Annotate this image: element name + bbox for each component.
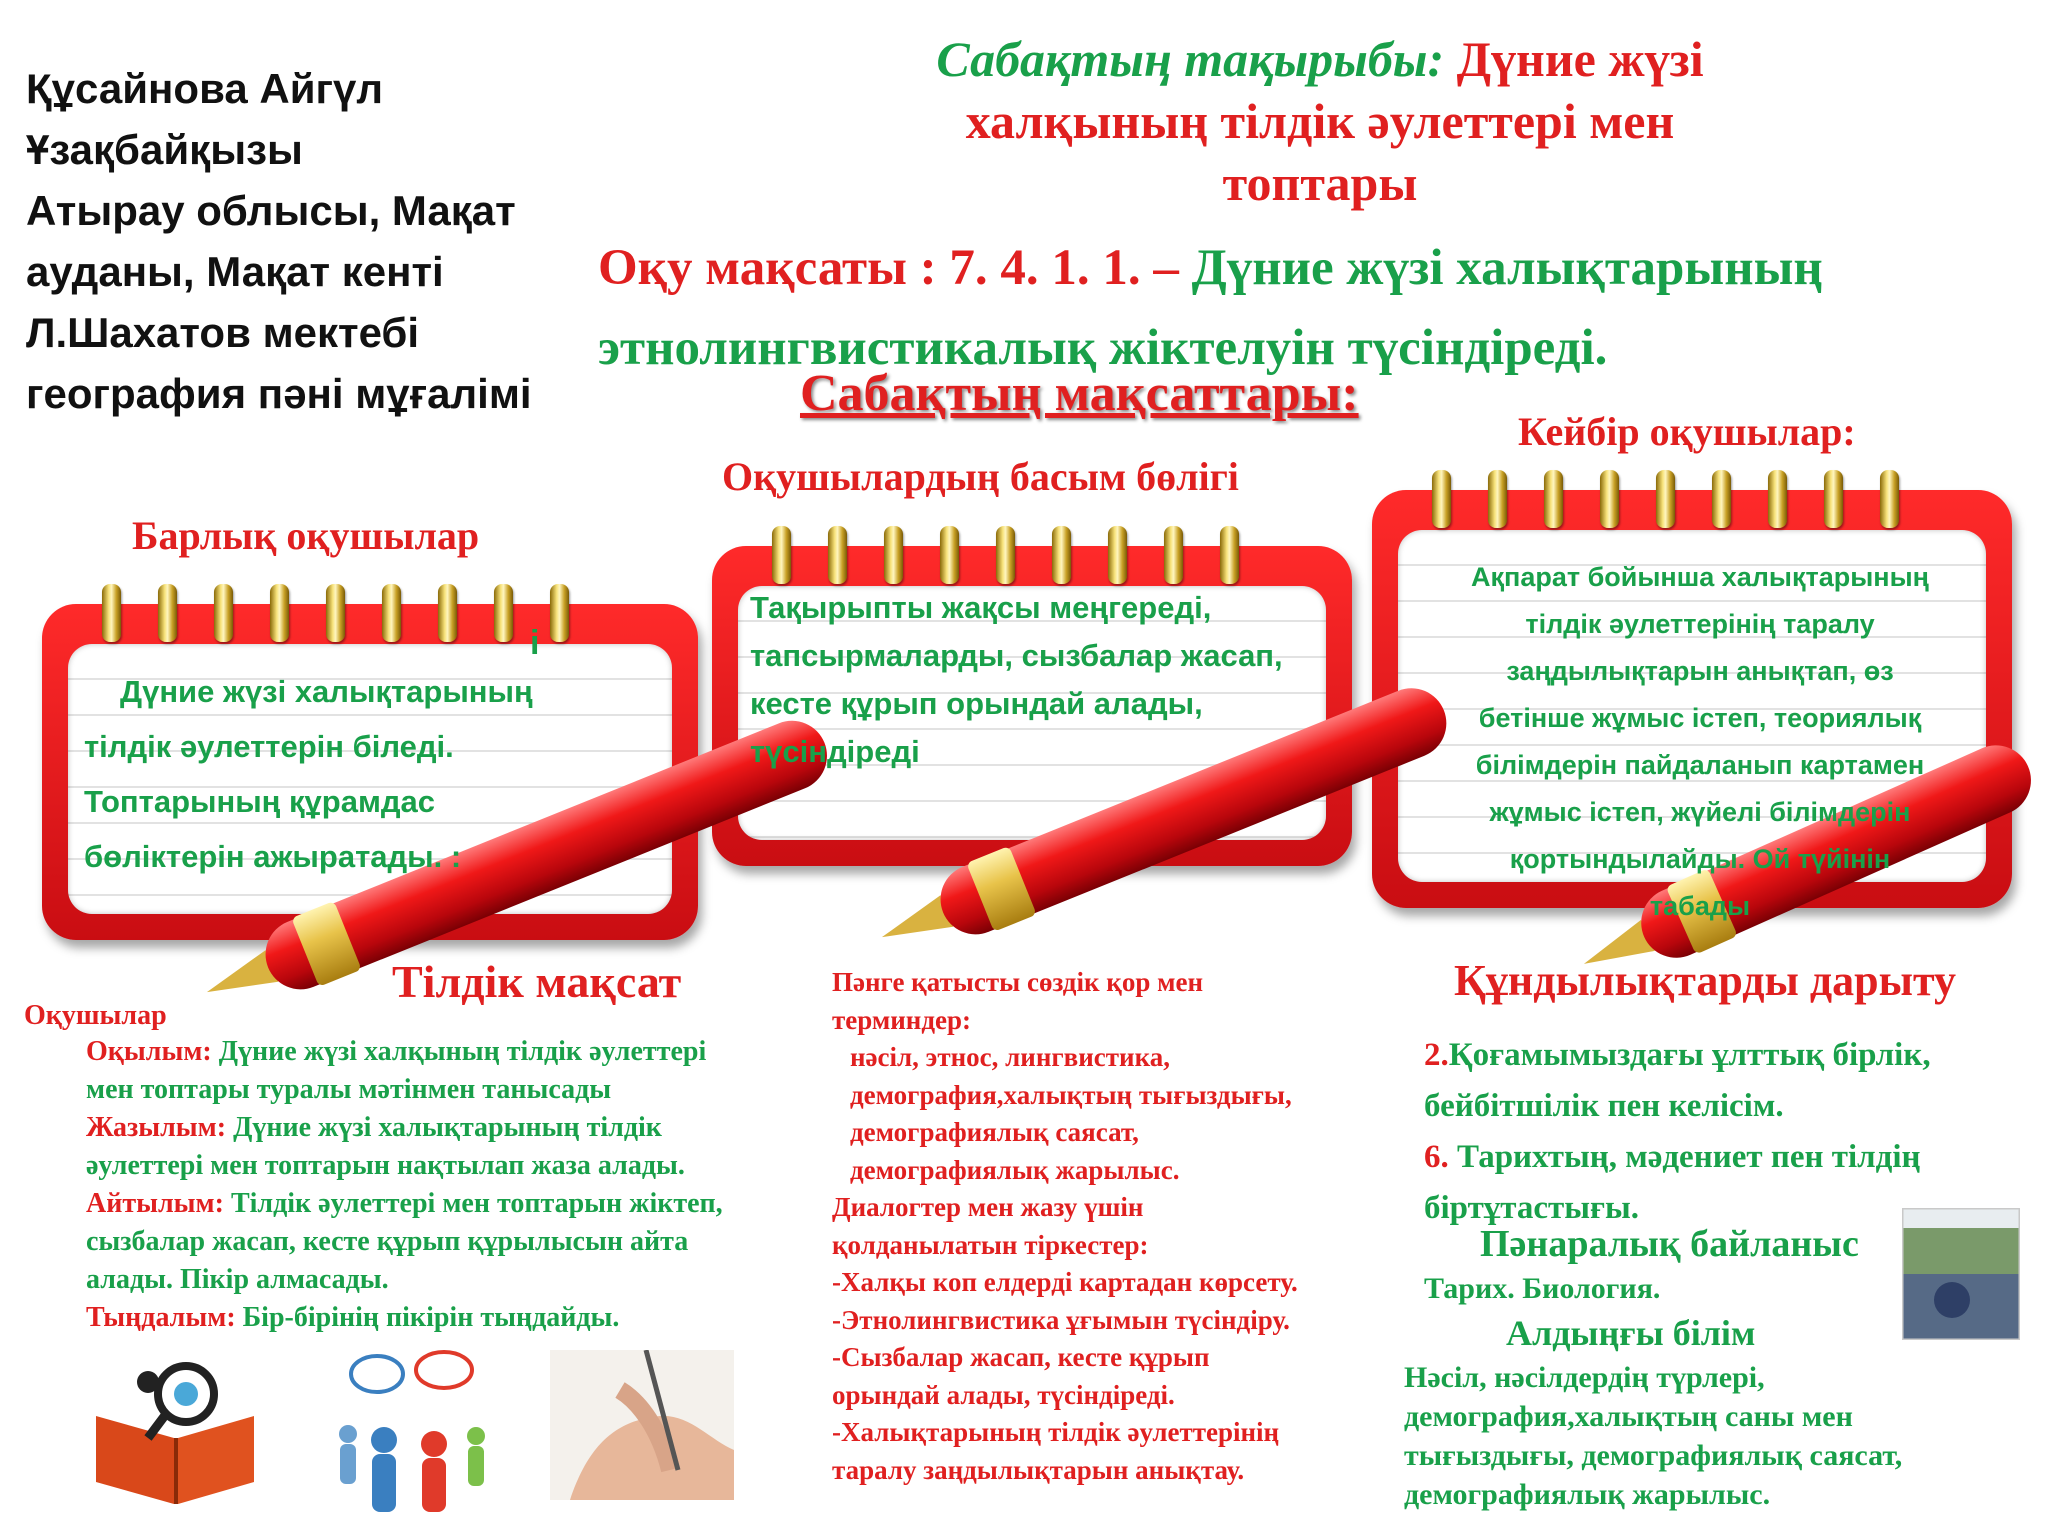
author-block (26, 58, 606, 424)
skill-text: Бір-бірінің пікірін тыңдайды. (235, 1302, 620, 1333)
some-pupils-objectives (1430, 554, 1970, 930)
vocabulary-block (832, 964, 1392, 1489)
interdisciplinary-text: Тарих. Биология. (1424, 1272, 1661, 1305)
prior-knowledge-line: тығыздығы, демографиялық саясат, (1404, 1439, 1903, 1472)
lesson-topic-label: Сабақтың тақырыбы: (936, 31, 1445, 87)
objective-line: Ақпарат бойынша халықтарының (1471, 562, 1929, 592)
objective-line: бөліктерін ажыратады. : (84, 839, 462, 874)
objective-line: заңдылықтарын анықтап, өз (1506, 656, 1894, 686)
skill-text: сызбалар жасап, кесте құрып құрылысын айта (86, 1226, 689, 1257)
vocabulary-term: демография,халықтың тығыздығы, (850, 1079, 1292, 1110)
phrase: -Этнолингвистика ұғымын түсіндіру. (832, 1304, 1290, 1335)
objective-line: бетінше жұмыс істеп, теориялық (1478, 703, 1922, 733)
value-number: 6. (1424, 1139, 1449, 1175)
skill-text: Тілдік әулеттері мен топтарын жіктеп, (223, 1188, 723, 1219)
objective-line: тілдік әулеттерінің таралу (1525, 609, 1875, 639)
objective-line: Дүние жүзі халықтарының (120, 674, 533, 709)
skill-text: алады. Пікір алмасады. (86, 1264, 389, 1295)
phrase: -Сызбалар жасап, кесте құрып (832, 1342, 1210, 1372)
value-text: Тарихтың, мәдениет пен тілдің (1448, 1139, 1921, 1175)
objective-line: Тақырыпты жақсы меңгереді, (750, 590, 1212, 625)
some-pupils-heading: Кейбір оқушылар: (1518, 409, 1856, 454)
objectives-title: Сабақтың мақсаттары: (800, 365, 1359, 422)
skill-key: Оқылым: (86, 1036, 212, 1067)
vocabulary-term: демографиялық саясат, (850, 1117, 1139, 1147)
prior-knowledge-title: Алдыңғы білім (1506, 1313, 1756, 1353)
notebook-rings (772, 526, 1239, 584)
skill-text: Дүние жүзі халықтарының тілдік (226, 1112, 662, 1143)
stray-letter: і (530, 624, 540, 662)
skill-key: Тыңдалым: (86, 1302, 236, 1333)
phrase: -Халқы коп елдерді картадан көрсету. (832, 1267, 1298, 1297)
value-number: 2. (1424, 1037, 1449, 1073)
prior-knowledge-line: демографиялық жарылыс. (1404, 1478, 1771, 1511)
objective-line: білімдерін пайдаланып картамен (1475, 750, 1925, 780)
all-pupils-heading: Барлық оқушылар (132, 513, 480, 558)
author-line: Ұзақбайқызы (26, 126, 303, 173)
vocabulary-term: демографиялық жарылыс. (850, 1154, 1180, 1185)
language-aim-title: Тілдік мақсат (392, 956, 682, 1007)
all-pupils-objectives (84, 664, 664, 884)
vocabulary-title: терминдер: (832, 1004, 972, 1035)
lesson-topic-text: халқының тілдік әулеттері мен (965, 93, 1675, 149)
skill-key: Айтылым: (86, 1188, 224, 1219)
phrase: -Халықтарының тілдік әулеттерінің (832, 1417, 1280, 1447)
value-text: біртұтастығы. (1424, 1190, 1640, 1226)
objective-line: қортындылайды. Ой түйінін (1509, 844, 1891, 874)
landscape-photo-image (1902, 1208, 2020, 1340)
objective-line: тілдік әулеттерін біледі. (84, 729, 454, 764)
skill-text: мен топтары туралы мәтінмен танысады (86, 1074, 612, 1105)
phrase: орындай алады, түсіндіреді. (832, 1379, 1175, 1410)
interdisciplinary-title: Пәнаралық байланыс (1480, 1223, 1859, 1265)
phrases-title: қолданылатын тіркестер: (832, 1229, 1149, 1260)
phrases-title: Диалогтер мен жазу үшін (832, 1192, 1144, 1222)
lesson-topic (640, 28, 2000, 214)
notebook-rings (1432, 470, 1899, 528)
phrase: таралу заңдылықтарын анықтау. (832, 1454, 1245, 1485)
learning-goal-text: этнолингвистикалық жіктелуін түсіндіреді. (598, 320, 1608, 376)
book-magnifier-image (86, 1346, 266, 1506)
author-line: Құсайнова Айгүл (26, 65, 384, 112)
objective-line: түсіндіреді (750, 734, 920, 769)
author-line: Л.Шахатов мектебі (26, 309, 420, 356)
prior-knowledge-line: демография,халықтың саны мен (1404, 1400, 1853, 1433)
skill-text: Дүние жүзі халқының тілдік әулеттері (211, 1036, 707, 1067)
prior-knowledge-line: Нәсіл, нәсілдердің түрлері, (1404, 1361, 1765, 1394)
values-block (1424, 1030, 2024, 1234)
objective-line: жұмыс істеп, жүйелі білімдерін (1489, 797, 1911, 827)
values-title: Құндылықтарды дарыту (1454, 956, 1957, 1005)
value-text: Қоғамымыздағы ұлттық бірлік, (1448, 1037, 1931, 1073)
language-skills (86, 1033, 806, 1337)
value-text: бейбітшілік пен келісім. (1424, 1088, 1784, 1124)
hand-writing-image (550, 1350, 734, 1500)
author-line: Атырау облысы, Мақат (26, 187, 516, 234)
skill-text: әулеттері мен топтарын нақтылап жаза алады. (86, 1150, 685, 1181)
lesson-topic-text: Дүние жүзі (1444, 31, 1704, 87)
pupils-label: Оқушылар (24, 1000, 167, 1031)
lesson-topic-text: топтары (1222, 155, 1418, 211)
author-line: ауданы, Мақат кенті (26, 248, 444, 295)
vocabulary-title: Пәнге қатысты сөздік қор мен (832, 967, 1204, 997)
most-pupils-heading: Оқушылардың басым бөлігі (722, 454, 1239, 499)
notebook-rings (102, 584, 569, 642)
prior-knowledge-text (1404, 1358, 2034, 1514)
people-dialogue-image (322, 1344, 502, 1514)
most-pupils-objectives (750, 584, 1350, 776)
skill-key: Жазылым: (86, 1112, 227, 1143)
objective-line: тапсырмаларды, сызбалар жасап, (750, 638, 1283, 673)
vocabulary-term: нәсіл, этнос, лингвистика, (850, 1042, 1171, 1072)
objective-line: Топтарының құрамдас (84, 784, 436, 819)
author-line: география пәні мұғалімі (26, 370, 532, 417)
objective-line: табады (1649, 891, 1751, 921)
learning-goal-label: Оқу мақсаты : 7. 4. 1. 1. – (598, 240, 1179, 296)
objective-line: кесте құрып орындай алады, (750, 686, 1203, 721)
learning-goal-text: Дүние жүзі халықтарының (1178, 240, 1823, 296)
